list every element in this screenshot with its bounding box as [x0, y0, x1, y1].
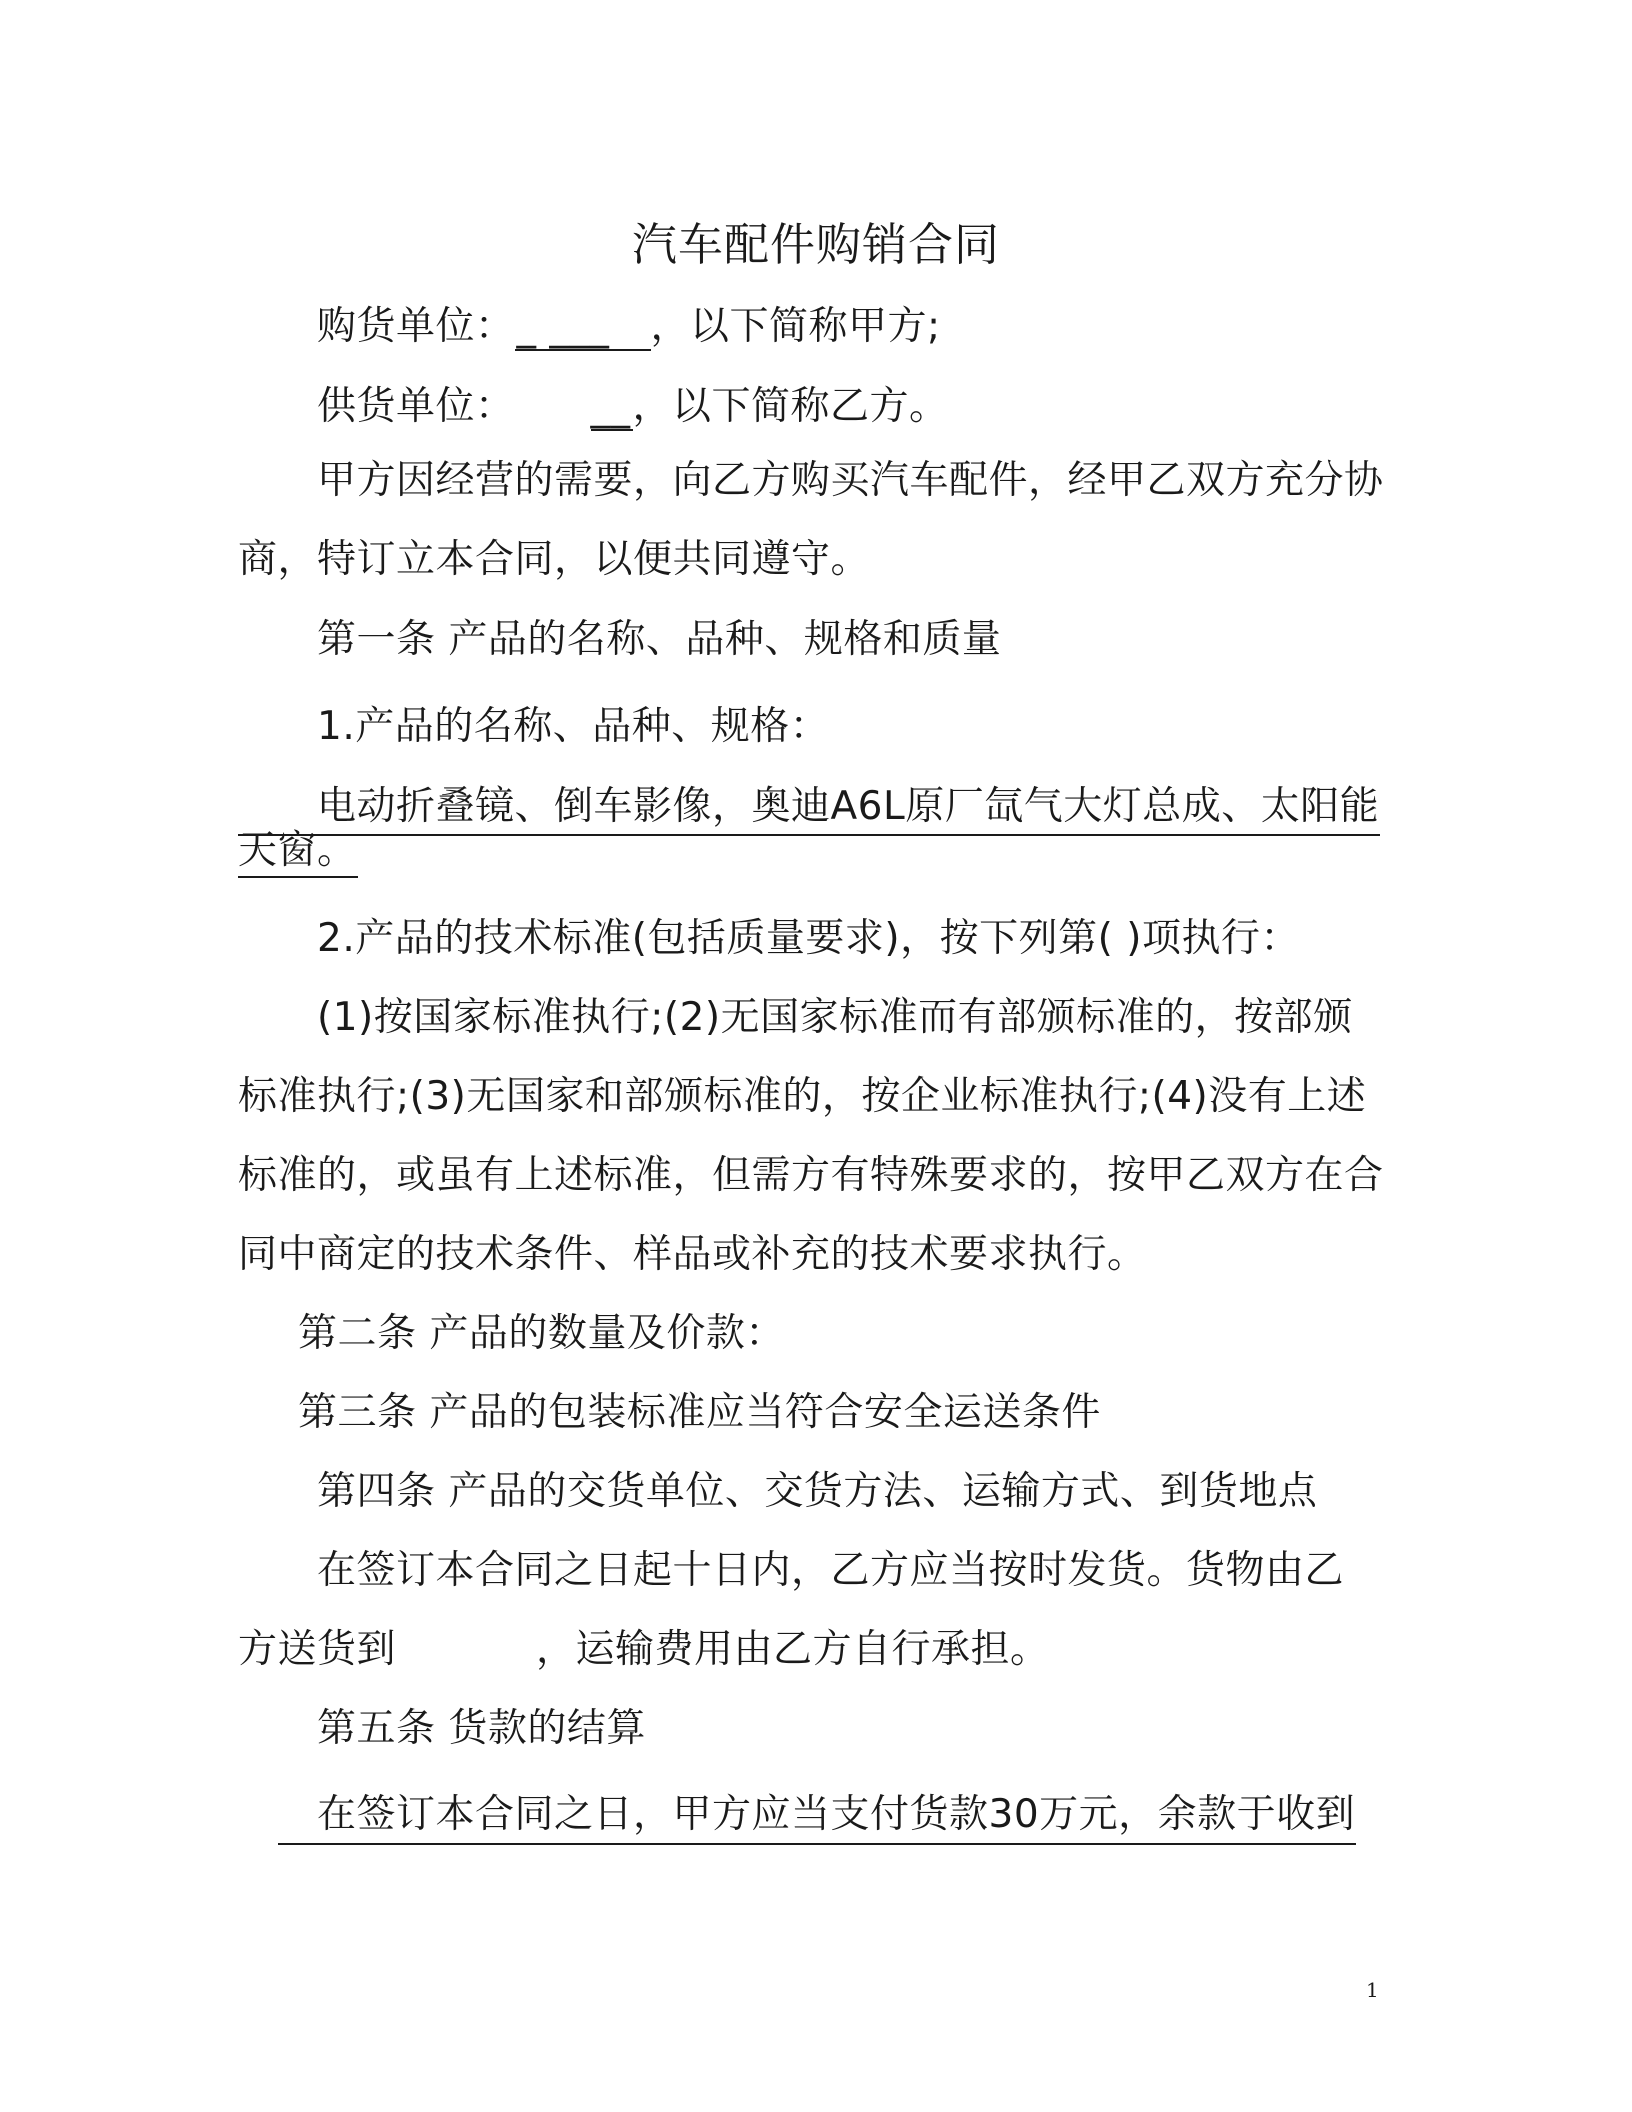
delivery-suffix: ，运输费用由乙方自行承担。: [536, 1627, 1050, 1672]
article-5-line-1: 在签订本合同之日，甲方应当支付货款30万元，余款于收到: [317, 1792, 1356, 1837]
article-1-item-1-line-2: 天窗。: [238, 828, 357, 873]
article-1-item-2-line-1: (1)按国家标准执行;(2)无国家标准而有部颁标准的，按部颁: [317, 995, 1353, 1040]
article-1-item-2-line-2: 标准执行;(3)无国家和部颁标准的，按企业标准执行;(4)没有上述: [238, 1074, 1367, 1119]
article-1-item-2-line-4: 同中商定的技术条件、样品或补充的技术要求执行。: [238, 1232, 1147, 1277]
article-4-line-1: 在签订本合同之日起十日内，乙方应当按时发货。货物由乙: [317, 1548, 1345, 1593]
article-1-item-1-heading: 1.产品的名称、品种、规格：: [317, 704, 830, 749]
page-number: 1: [1366, 1978, 1379, 2002]
buyer-blank: _ ___: [515, 305, 651, 351]
article-5-heading: 第五条 货款的结算: [317, 1706, 646, 1751]
article-2-heading: 第二条 产品的数量及价款：: [298, 1311, 785, 1356]
buyer-suffix: ，以下简称甲方;: [650, 304, 941, 349]
buyer-label: 购货单位：: [317, 304, 515, 349]
contract-title: 汽车配件购销合同: [631, 218, 1000, 271]
article-5-underline: [278, 1843, 1356, 1845]
item-1-underline-2: [238, 876, 358, 878]
buyer-line: [317, 302, 941, 352]
article-1-item-1-line-1: 电动折叠镜、倒车影像，奥迪A6L原厂氙气大灯总成、太阳能: [317, 784, 1380, 829]
supplier-label: 供货单位：: [317, 384, 515, 429]
preamble-line-1: 甲方因经营的需要，向乙方购买汽车配件，经甲乙双方充分协: [317, 458, 1384, 503]
supplier-blank: __: [590, 384, 631, 429]
item-1-underline-1: [238, 834, 1380, 836]
article-1-heading: 第一条 产品的名称、品种、规格和质量: [317, 617, 1002, 662]
article-4-line-2: [238, 1625, 1050, 1675]
article-1-item-2-line-3: 标准的，或虽有上述标准，但需方有特殊要求的，按甲乙双方在合: [238, 1153, 1384, 1198]
supplier-line: [317, 382, 949, 432]
article-4-heading: 第四条 产品的交货单位、交货方法、运输方式、到货地点: [317, 1469, 1318, 1514]
article-3-heading: 第三条 产品的包装标准应当符合安全运送条件: [298, 1390, 1101, 1435]
preamble-line-2: 商，特订立本合同，以便共同遵守。: [238, 537, 871, 582]
article-1-item-2-heading: 2.产品的技术标准(包括质量要求)，按下列第( )项执行：: [317, 916, 1300, 961]
delivery-prefix: 方送货到: [238, 1627, 397, 1672]
supplier-suffix: ，以下简称乙方。: [632, 384, 949, 429]
